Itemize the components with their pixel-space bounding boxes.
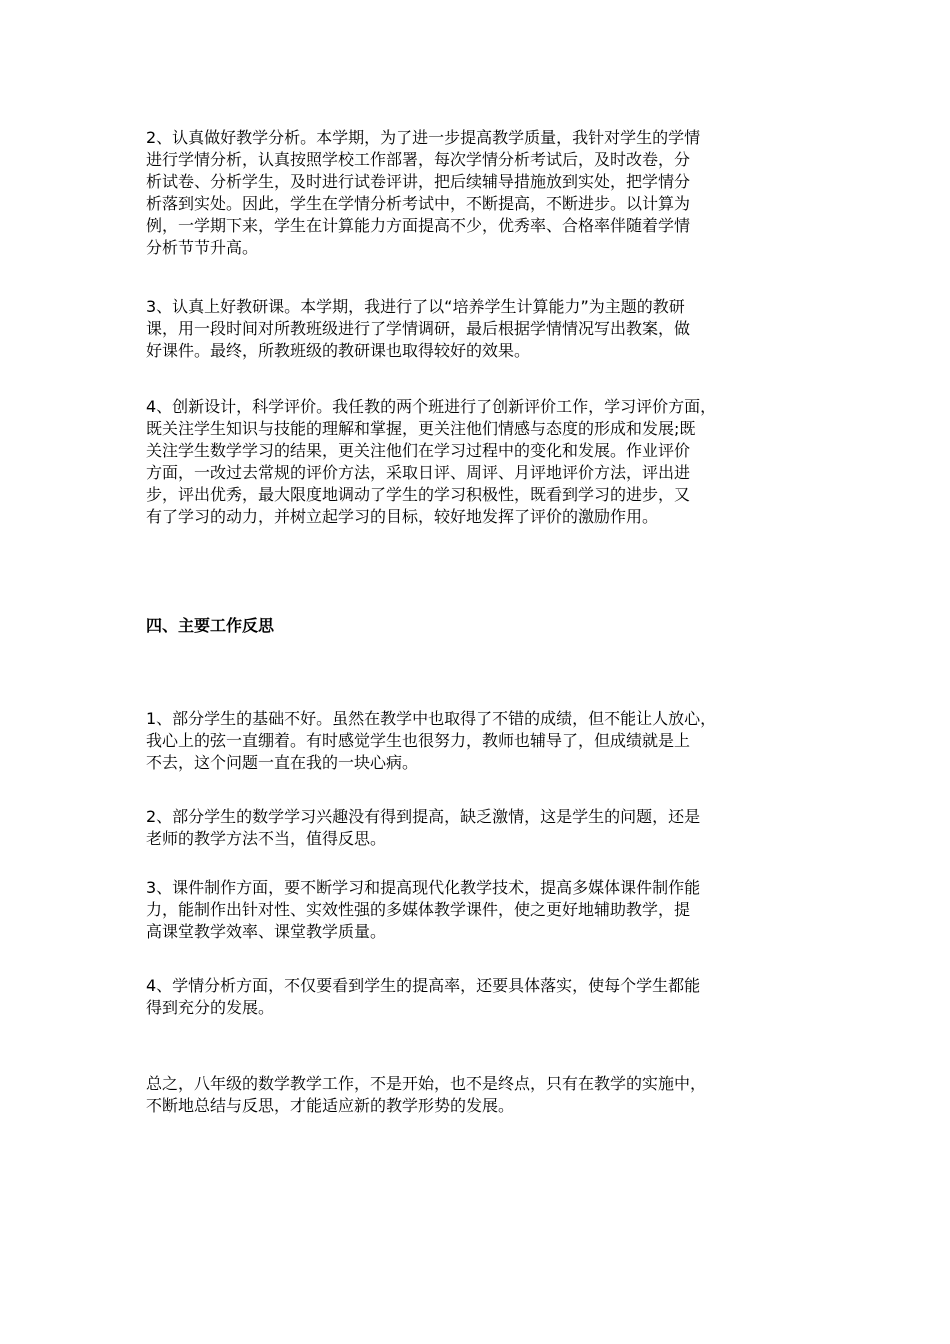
text-line: 分析节节升高。 (146, 238, 259, 257)
text-line: 析试卷、分析学生，及时进行试卷评讲，把后续辅导措施放到实处，把学情分 (146, 172, 691, 191)
text-line: 例，一学期下来，学生在计算能力方面提高不少，优秀率、合格率伴随着学情 (146, 216, 691, 235)
text-line: 4、创新设计，科学评价。我任教的两个班进行了创新评价工作，学习评价方面， (146, 397, 717, 416)
text-line: 好课件。最终，所教班级的教研课也取得较好的效果。 (146, 341, 531, 360)
text-line: 力，能制作出针对性、实效性强的多媒体教学课件，使之更好地辅助教学，提 (146, 900, 691, 919)
text-line: 步，评出优秀，最大限度地调动了学生的学习积极性，既看到学习的进步，又 (146, 485, 691, 504)
text-line: 总之，八年级的数学教学工作，不是开始，也不是终点，只有在教学的实施中， (146, 1074, 707, 1093)
paragraph-reflection-1 (146, 708, 826, 774)
text-line: 有了学习的动力，并树立起学习的目标，较好地发挥了评价的激励作用。 (146, 507, 659, 526)
text-line: 4、学情分析方面，不仅要看到学生的提高率，还要具体落实，使每个学生都能 (146, 976, 701, 995)
paragraph-innovative-evaluation (146, 396, 826, 528)
text-line: 老师的教学方法不当，值得反思。 (146, 829, 387, 848)
paragraph-reflection-4 (146, 975, 826, 1019)
text-line: 2、认真做好教学分析。本学期，为了进一步提高教学质量，我针对学生的学情 (146, 128, 701, 147)
text-line: 得到充分的发展。 (146, 998, 275, 1017)
text-line: 关注学生数学学习的结果，更关注他们在学习过程中的变化和发展。作业评价 (146, 441, 691, 460)
text-line: 不断地总结与反思，才能适应新的教学形势的发展。 (146, 1096, 515, 1115)
text-line: 课，用一段时间对所教班级进行了学情调研，最后根据学情情况写出教案，做 (146, 319, 691, 338)
text-line: 既关注学生知识与技能的理解和掌握，更关注他们情感与态度的形成和发展;既 (146, 419, 696, 438)
paragraph-research-lesson (146, 296, 826, 362)
text-line: 3、认真上好教研课。本学期，我进行了以“培养学生计算能力”为主题的教研 (146, 297, 685, 316)
text-line: 不去，这个问题一直在我的一块心病。 (146, 753, 419, 772)
text-line: 析落到实处。因此，学生在学情分析考试中，不断提高，不断进步。以计算为 (146, 194, 691, 213)
text-line: 3、课件制作方面，要不断学习和提高现代化教学技术，提高多媒体课件制作能 (146, 878, 701, 897)
text-line: 高课堂教学效率、课堂教学质量。 (146, 922, 387, 941)
text-line: 2、部分学生的数学学习兴趣没有得到提高，缺乏激情，这是学生的问题，还是 (146, 807, 701, 826)
text-line: 1、部分学生的基础不好。虽然在教学中也取得了不错的成绩，但不能让人放心， (146, 709, 717, 728)
text-line: 我心上的弦一直绷着。有时感觉学生也很努力，教师也辅导了，但成绩就是上 (146, 731, 691, 750)
paragraph-reflection-3 (146, 877, 826, 943)
section-heading: 四、主要工作反思 (146, 616, 275, 635)
paragraph-conclusion (146, 1073, 826, 1117)
paragraph-reflection-2 (146, 806, 826, 850)
text-line: 方面，一改过去常规的评价方法，采取日评、周评、月评地评价方法，评出进 (146, 463, 691, 482)
text-line: 进行学情分析，认真按照学校工作部署，每次学情分析考试后，及时改卷，分 (146, 150, 691, 169)
paragraph-teaching-analysis (146, 127, 826, 259)
